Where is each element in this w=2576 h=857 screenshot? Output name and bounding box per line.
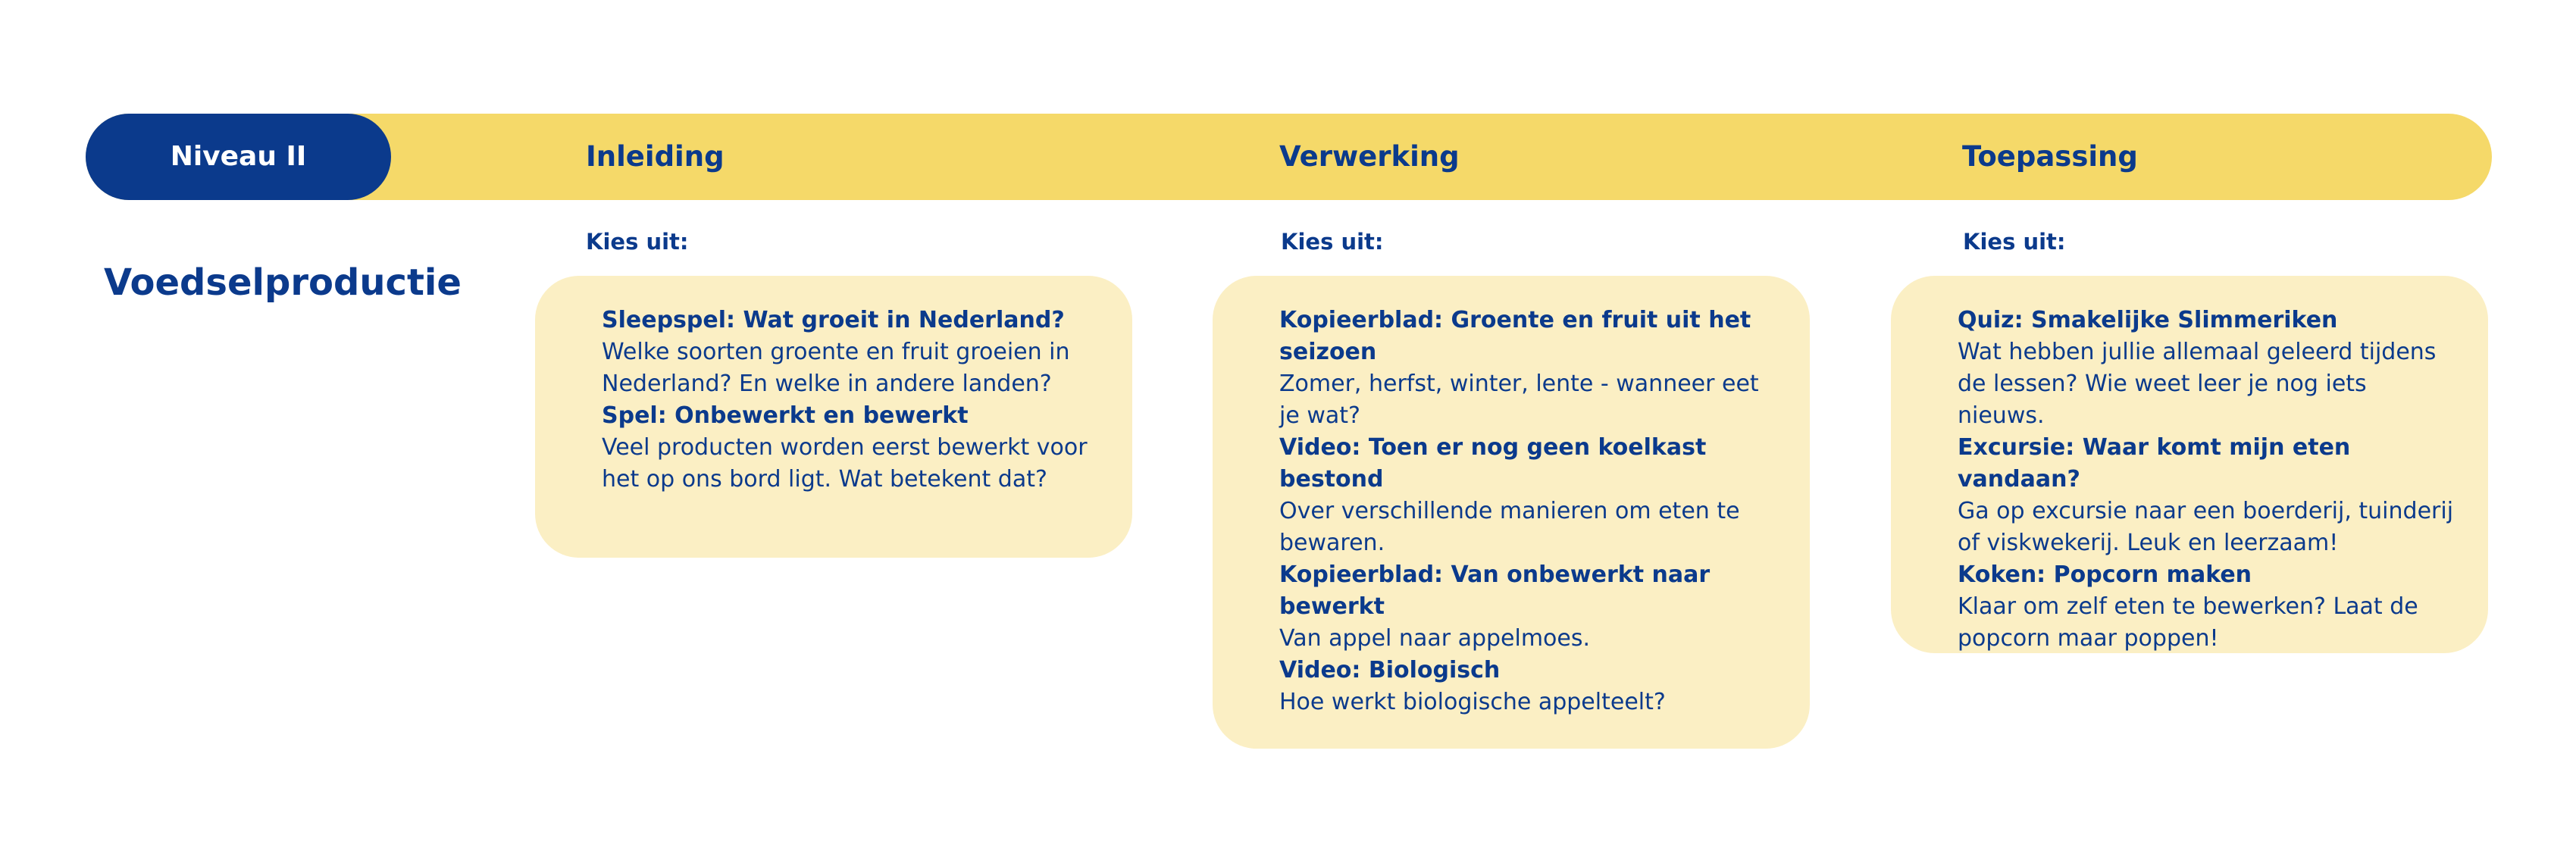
activity-item[interactable] [602, 305, 1102, 400]
activity-description: Welke soorten groente en fruit groeien in Nederland? En welke in andere landen? [602, 339, 1070, 397]
activity-title: Excursie: Waar komt mijn eten vandaan? [1958, 434, 2351, 493]
activity-description: Over verschillende manieren om eten te bewaren. [1279, 498, 1740, 556]
activity-description: Veel producten worden eerst bewerkt voor het op ons bord ligt. Wat betekent dat? [602, 434, 1088, 493]
activity-title: Video: Toen er nog geen koelkast bestond [1279, 434, 1707, 493]
activity-title: Sleepspel: Wat groeit in Nederland? [602, 307, 1065, 333]
activity-item[interactable] [602, 400, 1102, 496]
activity-item[interactable] [1279, 305, 1779, 432]
activity-item[interactable] [1279, 432, 1779, 559]
phase-inleiding: Inleiding [586, 140, 725, 173]
activity-item[interactable] [1958, 305, 2458, 432]
choose-label-toepassing: Kies uit: [1963, 229, 2066, 255]
activity-description: Van appel naar appelmoes. [1279, 625, 1591, 652]
activity-item[interactable] [1958, 432, 2458, 559]
activity-description: Klaar om zelf eten te bewerken? Laat de popcorn maar poppen! [1958, 593, 2418, 652]
activity-title: Kopieerblad: Groente en fruit uit het seizoen [1279, 307, 1751, 365]
activity-item[interactable] [1279, 559, 1779, 655]
activity-card-inleiding [535, 276, 1132, 558]
activity-card-toepassing [1891, 276, 2488, 653]
activity-title: Koken: Popcorn maken [1958, 561, 2252, 588]
activity-description: Ga op excursie naar een boerderij, tuinderij of viskwekerij. Leuk en leerzaam! [1958, 498, 2454, 556]
activity-description: Wat hebben jullie allemaal geleerd tijdens de lessen? Wie weet leer je nog iets nieuws. [1958, 339, 2437, 429]
activity-title: Kopieerblad: Van onbewerkt naar bewerkt [1279, 561, 1711, 620]
phase-toepassing: Toepassing [1962, 140, 2138, 173]
activity-card-verwerking [1213, 276, 1810, 749]
choose-label-inleiding: Kies uit: [586, 229, 689, 255]
activity-title: Spel: Onbewerkt en bewerkt [602, 402, 969, 429]
activity-description: Hoe werkt biologische appelteelt? [1279, 689, 1666, 715]
activity-description: Zomer, herfst, winter, lente - wanneer eet je wat? [1279, 371, 1759, 429]
topic-title: Voedselproductie [104, 261, 462, 304]
phase-verwerking: Verwerking [1279, 140, 1460, 173]
activity-item[interactable] [1958, 559, 2458, 655]
choose-label-verwerking: Kies uit: [1281, 229, 1384, 255]
activity-title: Quiz: Smakelijke Slimmeriken [1958, 307, 2338, 333]
level-badge: Niveau II [86, 114, 391, 200]
activity-title: Video: Biologisch [1279, 657, 1501, 683]
activity-item[interactable] [1279, 655, 1779, 718]
